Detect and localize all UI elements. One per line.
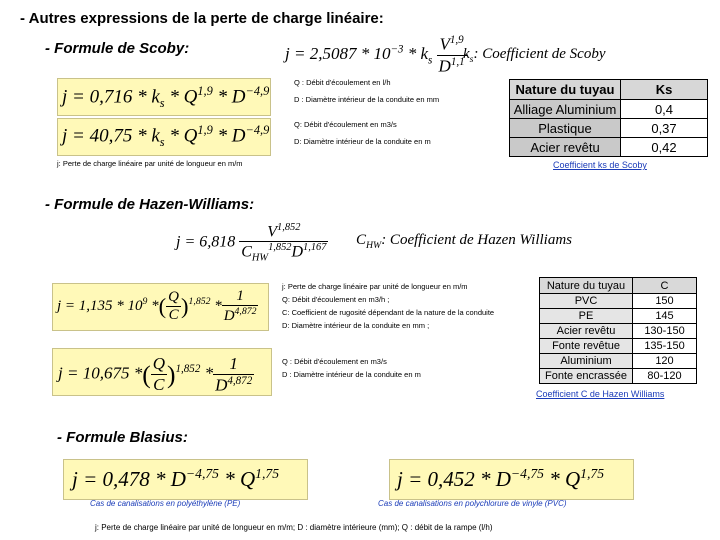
table-row: PE 145	[540, 309, 697, 324]
table-row: Aluminium 120	[540, 354, 697, 369]
table-row: PVC 150	[540, 294, 697, 309]
scoby-notes-1: Q : Débit d'écoulement en l/h D : Diamètre intérieur de la conduite en mm	[294, 78, 440, 104]
hazen-formula-1: $j = 1,135 * 10^9$ *( $\frac{Q}{C}$ )$^{1,852}$ * $\frac{1}{D^{4,872}}$	[57, 288, 257, 324]
scoby-table-header-ks: Ks	[621, 80, 708, 100]
scoby-table-caption: Coefficient ks de Scoby	[553, 160, 647, 170]
scoby-j-note: j: Perte de charge linéaire par unité de longueur en m/m	[57, 159, 243, 168]
scoby-title: - Formule de Scoby:	[45, 40, 190, 57]
hazen-notes-2: Q : Débit d'écoulement en m3/s D : Diamètre intérieur de la conduite en m	[282, 357, 421, 379]
hazen-notes-1: j: Perte de charge linéaire par unité de longueur en m/m Q: Débit d'écoulement en m3/h ; C: Coefficient de rugosité dépendant de la nature de la conduite D: Diamètre intérieur de la conduite en mm ;	[282, 282, 495, 330]
table-row: Plastique 0,37	[510, 119, 708, 138]
table-row: Alliage Aluminium 0,4	[510, 100, 708, 119]
scoby-ks-definition: $k_s$: Coefficient de Scoby	[463, 46, 606, 65]
hazen-chw-definition: $C_{HW}$: Coefficient de Hazen Williams	[356, 232, 572, 251]
scoby-formula-1: $j = 0,716 * k_s * Q^{1,9} * D^{-4,9}$	[62, 84, 270, 111]
hazen-table-caption: Coefficient C de Hazen Williams	[536, 389, 665, 399]
main-title: - Autres expressions de la perte de charge linéaire:	[20, 10, 384, 27]
hazen-title: - Formule de Hazen-Williams:	[45, 196, 255, 213]
table-row: Acier revêtu 0,42	[510, 138, 708, 157]
scoby-table	[509, 79, 708, 157]
blasius-formula-2: $j = 0,452 * D^{-4,75} * Q^{1,75}$	[397, 466, 605, 491]
hazen-table-header-nature: Nature du tuyau	[540, 278, 633, 294]
blasius-formula-1: $j = 0,478 * D^{-4,75} * Q^{1,75}$	[72, 466, 280, 491]
hazen-general-formula: j = 6,818 $\frac{V^{1,852}}{C_{HW}^{1,852}D^{1,167}}$	[176, 222, 327, 264]
hazen-table-header-c: C	[633, 278, 697, 294]
table-row: Fonte encrassée 80-120	[540, 369, 697, 384]
blasius-caption-1: Cas de canalisations en polyéthylène (PE)	[90, 499, 241, 508]
hazen-general-fraction: $\frac{V^{1,852}}{C_{HW}^{1,852}D^{1,167}}$	[241, 222, 327, 264]
blasius-footer: j: Perte de charge linéaire par unité de longueur en m/m; D : diamètre intérieure (mm); Q : débit de la rampe (l/h)	[95, 523, 493, 532]
scoby-general-formula: $j = 2,5087 * 10^{-3} * k_s$ $\frac{V^{1,9}}{D^{1,1}}$	[285, 34, 465, 76]
table-row: Acier revêtu 130-150	[540, 324, 697, 339]
hazen-table	[539, 277, 697, 384]
scoby-general-fraction: $\frac{V^{1,9}}{D^{1,1}}$	[438, 34, 465, 76]
table-row: Fonte revêtue 135-150	[540, 339, 697, 354]
blasius-title: - Formule Blasius:	[57, 429, 188, 446]
scoby-table-header-nature: Nature du tuyau	[510, 80, 621, 100]
blasius-caption-2: Cas de canalisations en polychlorure de vinyle (PVC)	[378, 499, 567, 508]
hazen-formula-2: j = 10,675 *( $\frac{Q}{C}$ )$^{1,852}$ * $\frac{1}{D^{4,872}}$	[58, 354, 253, 395]
scoby-notes-2: Q: Débit d'écoulement en m3/s D: Diamètre intérieur de la conduite en m	[294, 120, 431, 146]
scoby-formula-2: $j = 40,75 * k_s * Q^{1,9} * D^{-4,9}$	[62, 123, 270, 150]
